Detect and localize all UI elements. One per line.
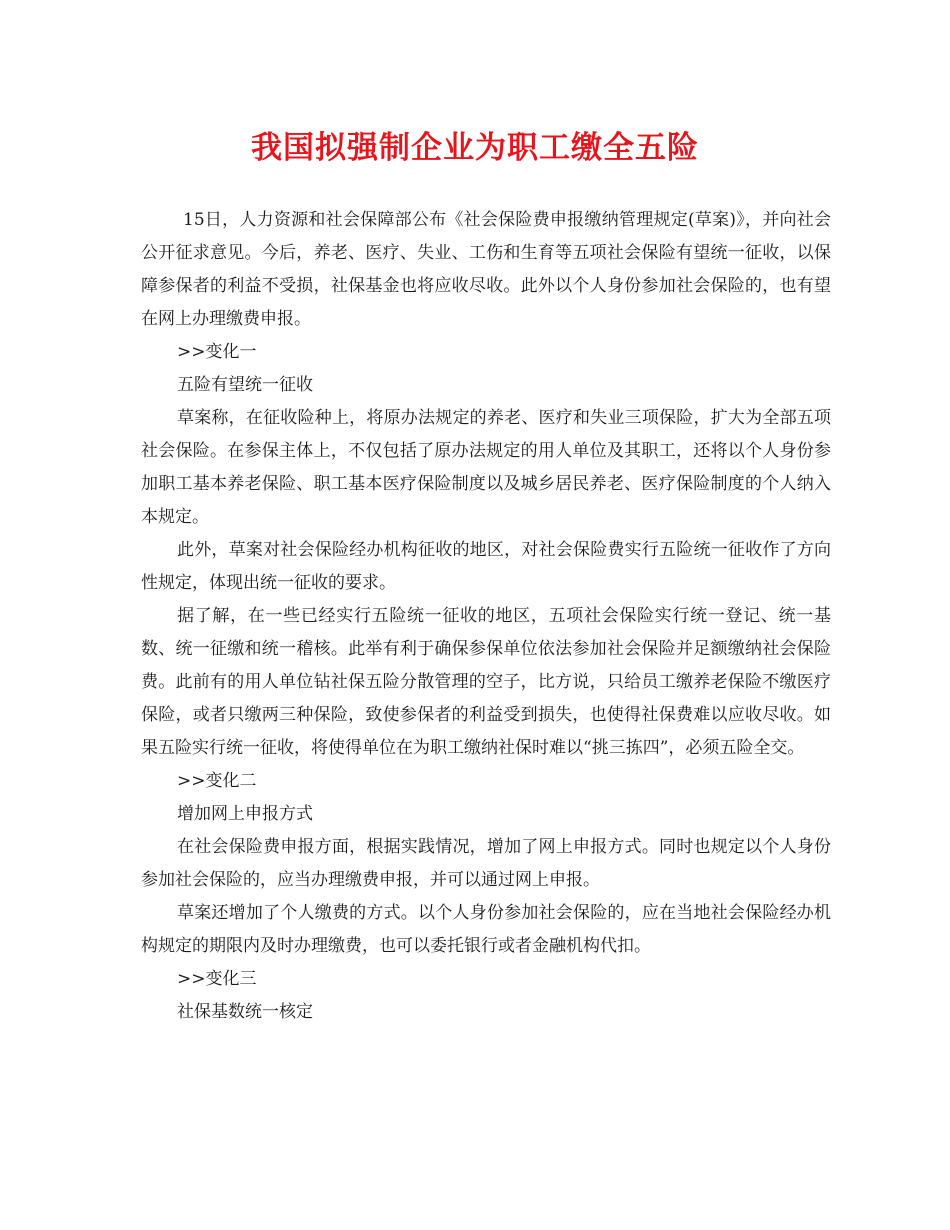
document-title: 我国拟强制企业为职工缴全五险 <box>251 130 699 166</box>
paragraph-intro: 15日，人力资源和社会保障部公布《社会保险费申报缴纳管理规定(草案)》，并向社会公开征求意见。今后，养老、医疗、失业、工伤和生育等五项社会保险有望统一征收，以保障参保者的利益不受损，社保基金也将应收尽收。此外以个人身份参加社会保险的，也有望在网上办理缴费申报。 <box>141 210 831 329</box>
section-marker-1: >>变化一 <box>177 342 257 362</box>
paragraph: 据了解，在一些已经实行五险统一征收的地区，五项社会保险实行统一登记、统一基数、统一征缴和统一稽核。此举有利于确保参保单位依法参加社会保险并足额缴纳社会保险费。此前有的用人单位钻社保五险分散管理的空子，比方说，只给员工缴养老保险不缴医疗保险，或者只缴两三种保险，致使参保者的利益受到损失，也使得社保费难以应收尽收。如果五险实行统一征收，将使得单位在为职工缴纳社保时难以“挑三拣四”，必须五险全交。 <box>141 606 831 758</box>
section-heading-3: 社保基数统一核定 <box>177 1002 313 1022</box>
document-body <box>141 204 831 1029</box>
paragraph: 在社会保险费申报方面，根据实践情况，增加了网上申报方式。同时也规定以个人身份参加社会保险的，应当办理缴费申报，并可以通过网上申报。 <box>141 837 831 890</box>
section-heading-2: 增加网上申报方式 <box>177 804 313 824</box>
section-marker-3: >>变化三 <box>177 969 257 989</box>
paragraph: 草案称，在征收险种上，将原办法规定的养老、医疗和失业三项保险，扩大为全部五项社会保险。在参保主体上，不仅包括了原办法规定的用人单位及其职工，还将以个人身份参加职工基本养老保险、职工基本医疗保险制度以及城乡居民养老、医疗保险制度的个人纳入本规定。 <box>141 408 831 527</box>
paragraph: 此外，草案对社会保险经办机构征收的地区，对社会保险费实行五险统一征收作了方向性规定，体现出统一征收的要求。 <box>141 540 831 593</box>
paragraph: 草案还增加了个人缴费的方式。以个人身份参加社会保险的，应在当地社会保险经办机构规定的期限内及时办理缴费，也可以委托银行或者金融机构代扣。 <box>141 903 831 956</box>
section-heading-1: 五险有望统一征收 <box>177 375 313 395</box>
section-marker-2: >>变化二 <box>177 771 257 791</box>
